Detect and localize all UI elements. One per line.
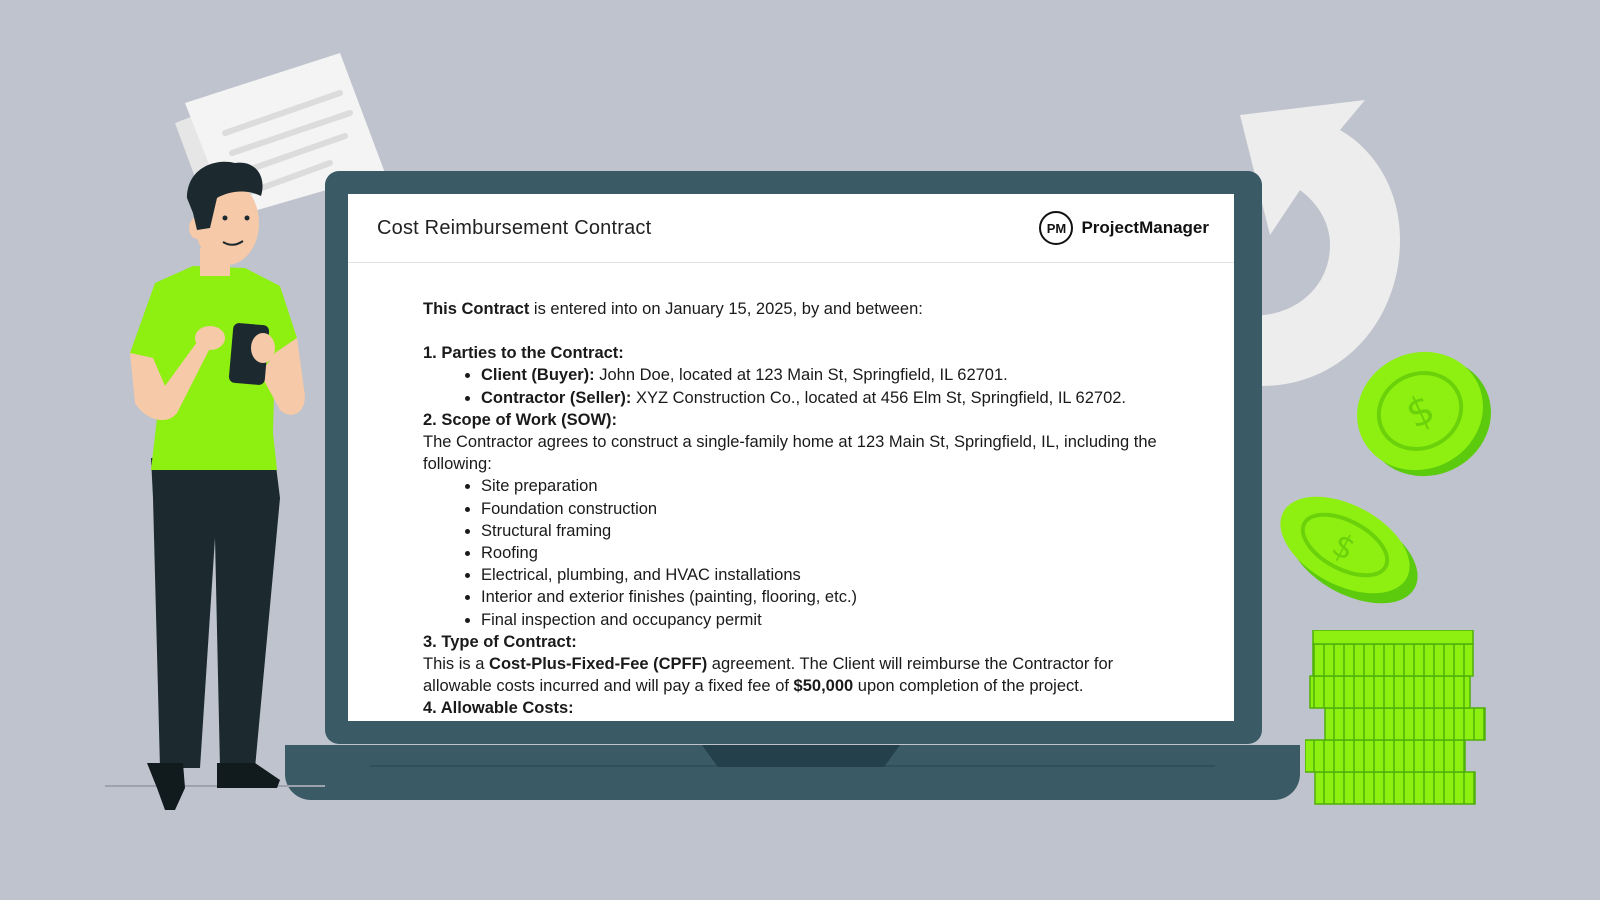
list-item: • Electrical, plumbing, and HVAC installations: [481, 564, 1183, 586]
text-fragment: upon completion of the project.: [853, 677, 1084, 696]
party-detail: John Doe, located at 123 Main St, Springfield, IL 62701.: [594, 366, 1008, 385]
list-item: [481, 364, 1183, 386]
svg-text:$: $: [1399, 385, 1442, 439]
document-header: [348, 194, 1234, 263]
brand[interactable]: [1039, 210, 1209, 246]
section-heading: [423, 409, 1183, 431]
section-heading: [423, 697, 1183, 719]
section4-heading: 4. Allowable Costs:: [423, 699, 574, 718]
document-title: Cost Reimbursement Contract: [377, 217, 652, 239]
intro-bold: This Contract: [423, 300, 530, 318]
section-heading: [423, 342, 1183, 364]
party-label: Contractor (Seller):: [481, 388, 632, 407]
list-item: • Structural framing: [481, 520, 1183, 542]
scope-text: The Contractor agrees to construct a single-family home at 123 Main St, Springfield, IL, including the following:: [423, 433, 1157, 474]
svg-text:$: $: [1326, 525, 1362, 569]
contract-document: [348, 194, 1234, 721]
scope-list: [423, 475, 1183, 630]
list-item: [481, 387, 1183, 409]
text-fragment: This is a: [423, 655, 490, 674]
person-illustration: [105, 158, 325, 828]
party-label: Client (Buyer):: [481, 366, 595, 385]
coin-stack-icon: [1305, 630, 1495, 805]
party-detail: XYZ Construction Co., located at 456 Elm St, Springfield, IL 62702.: [631, 388, 1127, 407]
list-item: • Site preparation: [481, 475, 1183, 497]
list-item: • Foundation construction: [481, 498, 1183, 520]
section2-heading: 2. Scope of Work (SOW):: [423, 410, 618, 429]
list-item: • Roofing: [481, 542, 1183, 564]
text-fragment: agreement. The Client will reimburse the Contractor for allowable costs incurred and will pay a fixed fee of: [423, 655, 1114, 696]
list-item: • Interior and exterior finishes (painting, flooring, etc.): [481, 586, 1183, 608]
section1-heading: 1. Parties to the Contract:: [423, 344, 624, 363]
section3-heading: 3. Type of Contract:: [423, 632, 577, 651]
document-body: [423, 298, 1183, 720]
contract-type-bold: Cost-Plus-Fixed-Fee (CPFF): [489, 655, 708, 674]
parties-list: [423, 364, 1183, 408]
coin-tilted-icon: [1275, 490, 1425, 605]
intro-paragraph: [423, 298, 1183, 320]
intro-text: is entered into on January 15, 2025, by and between:: [529, 300, 923, 318]
laptop-trackpad-notch: [702, 745, 900, 767]
projectmanager-logo-icon: PM: [1039, 211, 1073, 245]
section-heading: [423, 631, 1183, 653]
brand-name: ProjectManager: [1081, 218, 1209, 237]
contract-type-text: [423, 653, 1183, 697]
coin-large-icon: [1350, 345, 1500, 485]
fixed-fee-bold: $50,000: [793, 677, 854, 696]
list-item: • Final inspection and occupancy permit: [481, 609, 1183, 631]
